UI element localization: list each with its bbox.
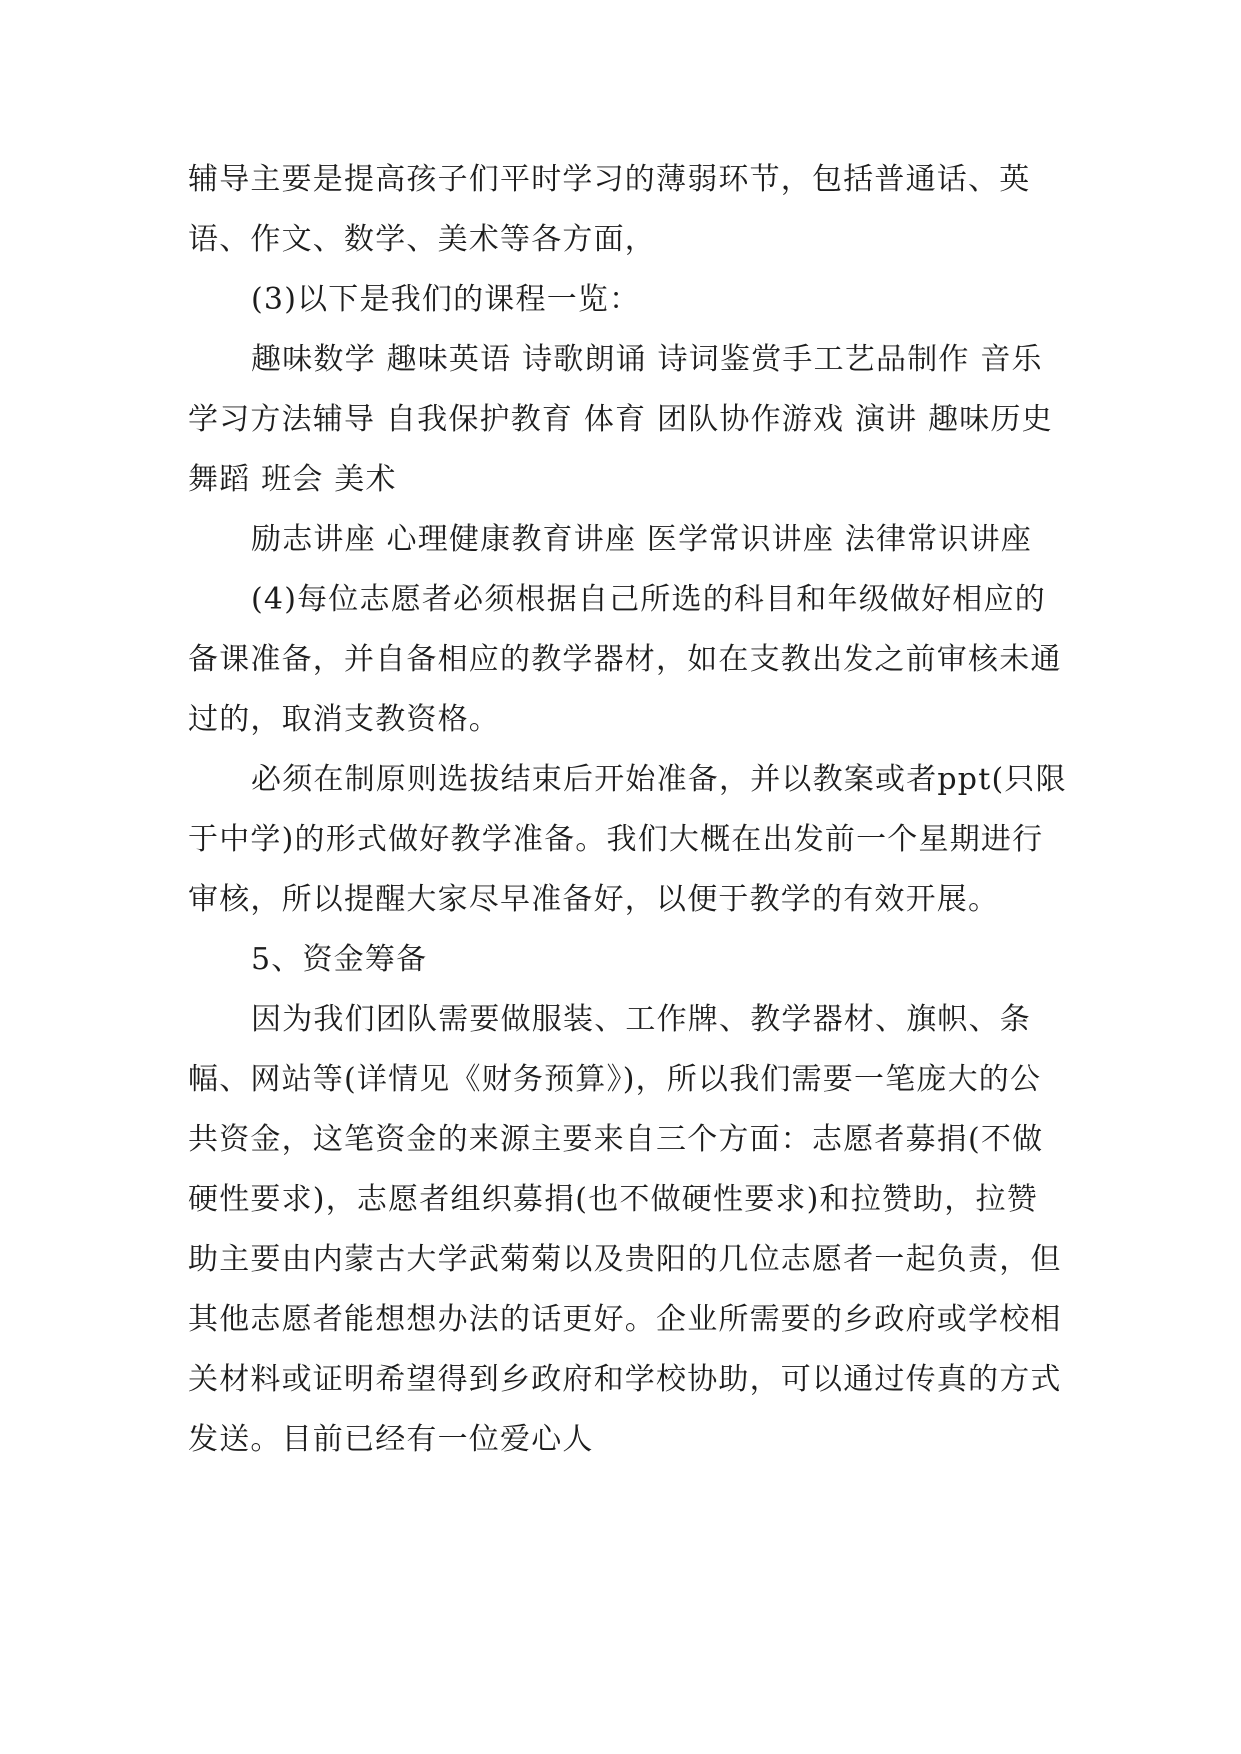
document-body: [188, 150, 1068, 1470]
paragraph-lecture-list: 励志讲座 心理健康教育讲座 医学常识讲座 法律常识讲座: [251, 522, 1033, 557]
section-heading-funding: 5、资金筹备: [251, 942, 428, 977]
paragraph-funding-details: 因为我们团队需要做服装、工作牌、教学器材、旗帜、条幅、网站等(详情见《财务预算》)，所以我们需要一笔庞大的公共资金，这笔资金的来源主要来自三个方面：志愿者募捐(不做硬性要求)，志愿者组织募捐(也不做硬性要求)和拉赞助，拉赞助主要由内蒙古大学武菊菊以及贵阳的几位志愿者一起负责，但其他志愿者能想想办法的话更好。企业所需要的乡政府或学校相关材料或证明希望得到乡政府和学校协助，可以通过传真的方式发送。目前已经有一位爱心人: [188, 1002, 1062, 1457]
paragraph-course-list-heading: (3)以下是我们的课程一览：: [251, 282, 641, 317]
paragraph-tutoring-scope: 辅导主要是提高孩子们平时学习的薄弱环节，包括普通话、英语、作文、数学、美术等各方面，: [188, 162, 1031, 257]
paragraph-course-list: 趣味数学 趣味英语 诗歌朗诵 诗词鉴赏手工艺品制作 音乐 学习方法辅导 自我保护教育 体育 团队协作游戏 演讲 趣味历史舞蹈 班会 美术: [188, 342, 1053, 497]
paragraph-lesson-preparation: (4)每位志愿者必须根据自己所选的科目和年级做好相应的备课准备，并自备相应的教学器材，如在支教出发之前审核未通过的，取消支教资格。: [188, 582, 1062, 737]
paragraph-preparation-review: 必须在制原则选拔结束后开始准备，并以教案或者ppt(只限于中学)的形式做好教学准备。我们大概在出发前一个星期进行审核，所以提醒大家尽早准备好，以便于教学的有效开展。: [188, 762, 1067, 917]
